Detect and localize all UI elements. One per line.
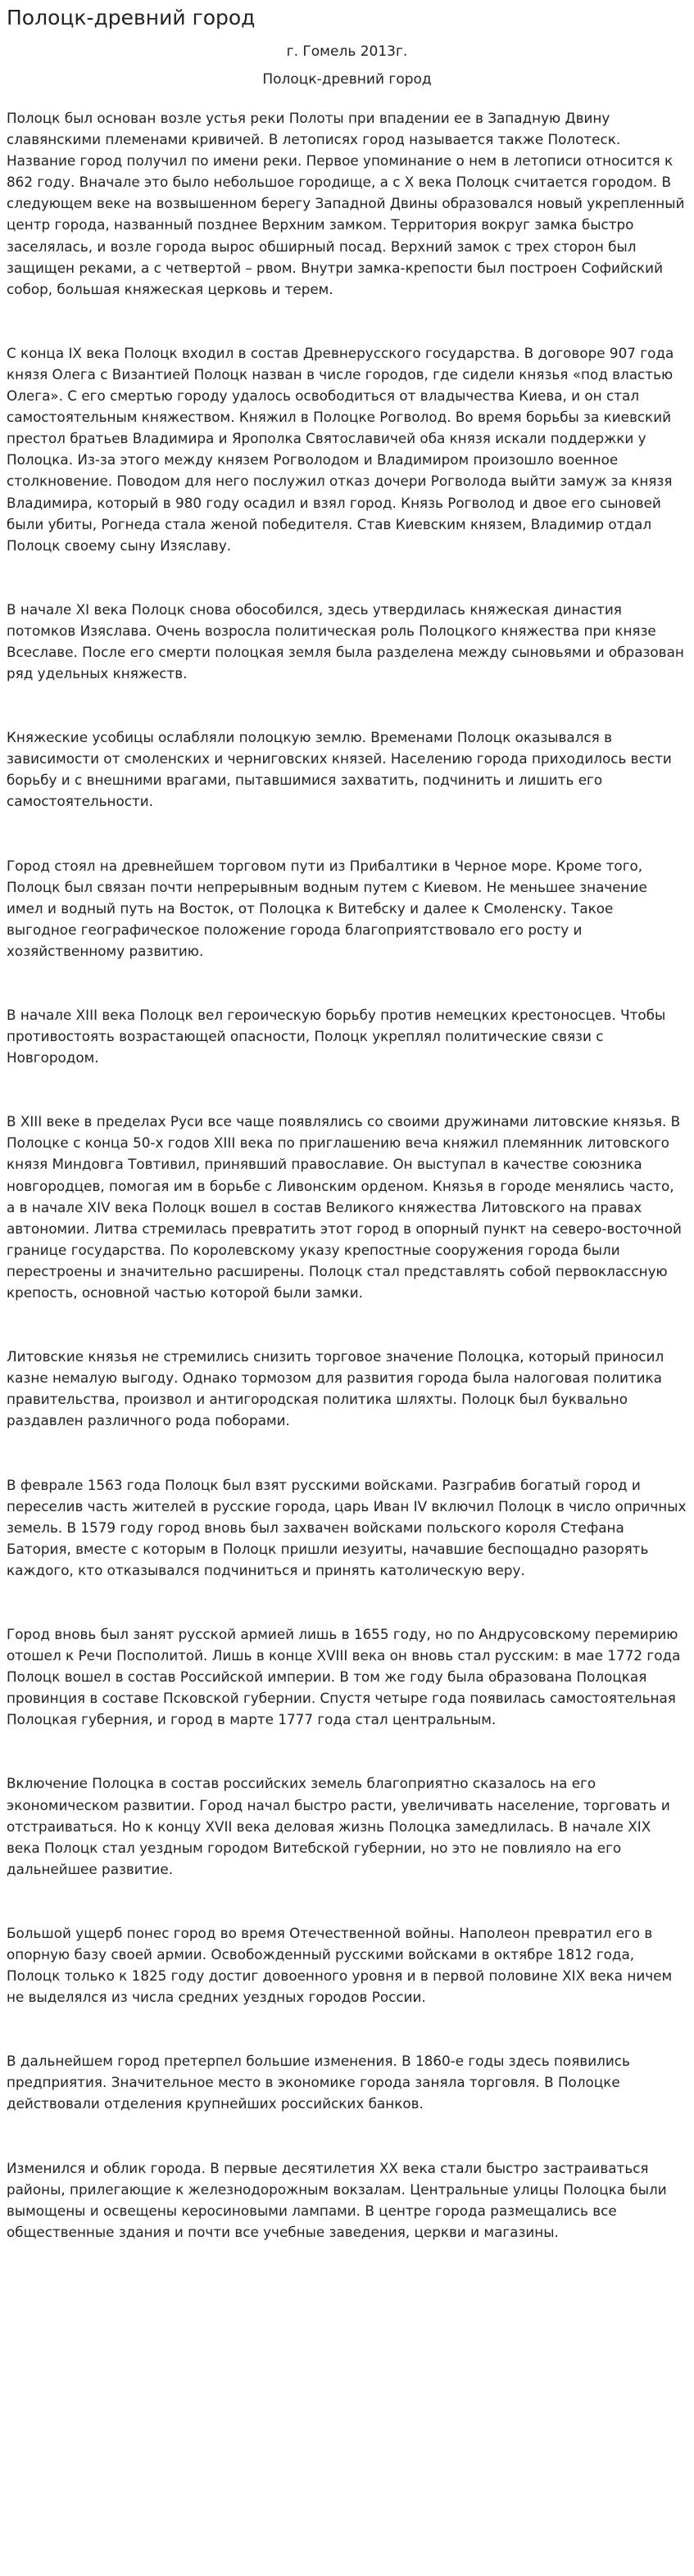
paragraph-2: С конца IX века Полоцк входил в состав Древнерусского государства. В договоре 907 года князя Олега с Византией Полоцк назван в числе городов, где сидели князья «под властью Олега». С его смертью городу удалось освободиться от владычества Киева, и он стал самостоятельным княжеством. Княжил в Полоцке Рогволод. Во время борьбы за киевский престол братьев Владимира и Ярополка Святославичей оба князя искали поддержки у Полоцка. Из-за этого между князем Рогволодом и Владимиром произошло военное столкновение. Поводом для него послужил отказ дочери Рогволода выйти замуж за князя Владимира, который в 980 году осадил и взял город. Князь Рогволод и двое его сыновей были убиты, Рогнеда стала женой победителя. Став Киевским князем, Владимир отдал Полоцк своему сыну Изяславу. — [7, 344, 674, 554]
paragraph-11: Включение Полоцка в состав российских земель благоприятно сказалось на его экономическом развитии. Город начал быстро расти, увеличивать население, торговать и отстраиваться. Но к концу XVII века деловая жизнь Полоцка замедлилась. В начале XIX века Полоцк стал уездным городом Витебской губернии, но это не повлияло на его дальнейшее развитие. — [7, 1775, 670, 1877]
paragraph-8: Литовские князья не стремились снизить торговое значение Полоцка, который приносил казне немалую выгоду. Однако тормозом для развития города была налоговая политика правительства, произвол и антигородская политика шляхты. Полоцк был буквально раздавлен различного рода поборами. — [7, 1348, 665, 1429]
paragraph-3: В начале XI века Полоцк снова обособился, здесь утвердилась княжеская династия потомков Изяслава. Очень возросла политическая роль Полоцкого княжества при князе Всеславе. После его смерти полоцкая земля была разделена между сыновьями и образован ряд удельных княжеств. — [7, 600, 684, 682]
paragraph-12: Большой ущерб понес город во время Отечественной войны. Наполеон превратил его в опорную базу своей армии. Освобожденный русскими войсками в октябре 1812 года, Полоцк только к 1825 году достиг довоенного уровня и в первой половине XIX века ничем не выделялся из числа средних уездных городов России. — [7, 1924, 673, 2006]
paragraph-1: Полоцк был основан возле устья реки Полоты при впадении ее в Западную Двину славянскими племенами кривичей. В летописях город называется также Полотеск. Название город получил по имени реки. Первое упоминание о нем в летописи относится к 862 году. Вначале это было небольшое городище, а с X века Полоцк считается городом. В следующем веке на возвышенном берегу Западной Двины образовался новый укрепленный центр города, названный позднее Верхним замком. Территория вокруг замка быстро заселялась, и возле города вырос обширный посад. Верхний замок с трех сторон был защищен реками, а с четвертой – рвом. Внутри замка-крепости был построен Софийский собор, большая княжеская церковь и терем. — [7, 110, 685, 297]
paragraph-6: В начале XIII века Полоцк вел героическую борьбу против немецких крестоносцев. Чтобы противостоять возрастающей опасности, Полоцк укреплял политические связи с Новгородом. — [7, 1007, 666, 1066]
paragraph-14: Изменился и облик города. В первые десятилетия XX века стали быстро застраиваться районы, прилегающие к железнодорожным вокзалам. Центральные улицы Полоцка были вымощены и освещены керосиновыми лампами. В центре города размещались все общественные здания и почти все учебные заведения, церкви и магазины. — [7, 2159, 667, 2240]
document-center-title: Полоцк-древний город — [262, 71, 432, 88]
paragraph-10: Город вновь был занят русской армией лишь в 1655 году, но по Андрусовскому перемирию отошел к Речи Посполитой. Лишь в конце XVIII века он вновь стал русским: в мае 1772 года Полоцк вошел в состав Российской империи. В том же году была образована Полоцкая провинция в составе Псковской губернии. Спустя четыре года появилась самостоятельная Полоцкая губерния, и город в марте 1777 года стал центральным. — [7, 1625, 681, 1728]
document-city-year: г. Гомель 2013г. — [286, 43, 408, 60]
paragraph-13: В дальнейшем город претерпел большие изменения. В 1860-е годы здесь появились предприятия. Значительное место в экономике города заняла торговля. В Полоцке действовали отделения крупнейших российских банков. — [7, 2053, 630, 2112]
document-body — [7, 107, 687, 2285]
paragraph-7: В XIII веке в пределах Руси все чаще появлялись со своими дружинами литовские князья. В Полоцке с конца 50-х годов XIII века по приглашению веча княжил племянник литовского князя Миндовга Товтивил, принявший православие. Он выступал в качестве союзника новгородцев, помогая им в борьбе с Ливонским орденом. Князья в городе менялись часто, а в начале XIV века Полоцк вошел в состав Великого княжества Литовского на правах автономии. Литва стремилась превратить этот город в опорный пункт на северо-восточной границе государства. По королевскому указу крепостные сооружения города были перестроены и значительно расширены. Полоцк стал представлять собой первоклассную крепость, основной частью которой были замки. — [7, 1113, 682, 1302]
paragraph-5: Город стоял на древнейшем торговом пути из Прибалтики в Черное море. Кроме того, Полоцк был связан почти непрерывным водным путем с Киевом. Не меньшее значение имел и водный путь на Восток, от Полоцка к Витебску и далее к Смоленску. Такое выгодное географическое положение города благоприятствовало его росту и хозяйственному развитию. — [7, 857, 647, 959]
paragraph-9: В феврале 1563 года Полоцк был взят русскими войсками. Разграбив богатый город и переселив часть жителей в русские города, царь Иван IV включил Полоцк в число опричных земель. В 1579 году город вновь был захвачен войсками польского короля Стефана Батория, вместе с которым в Полоцк пришли иезуиты, начавшие беспощадно разорять каждого, кто отказывался подчиниться и принять католическую веру. — [7, 1476, 687, 1578]
document-header-title: Полоцк-древний город — [7, 6, 256, 29]
paragraph-4: Княжеские усобицы ослабляли полоцкую землю. Временами Полоцк оказывался в зависимости от смоленских и черниговских князей. Населению города приходилось вести борьбу и с внешними врагами, пытавшимися захватить, подчинить и лишить его самостоятельности. — [7, 729, 672, 810]
